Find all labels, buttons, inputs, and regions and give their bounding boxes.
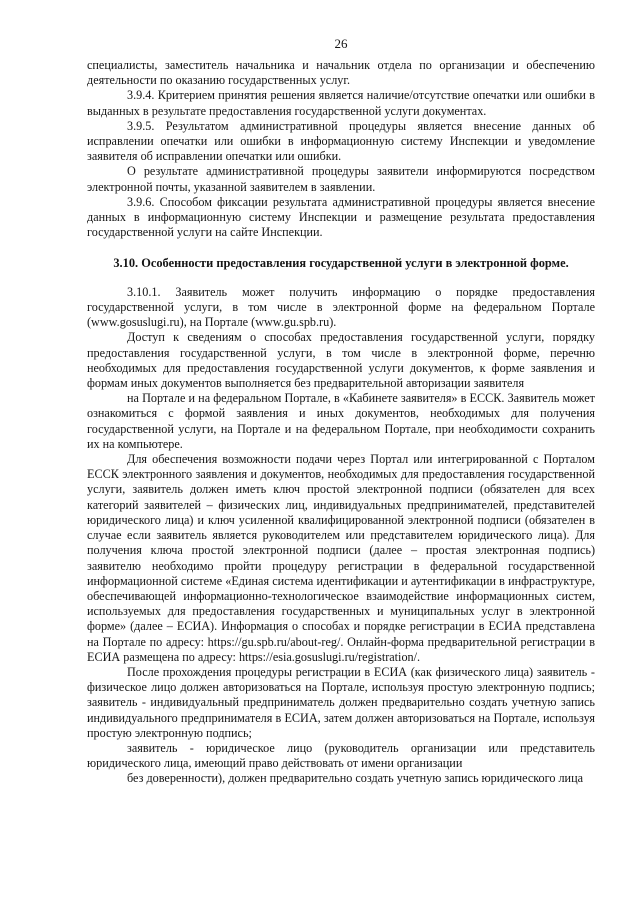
paragraph-electronic-signature: Для обеспечения возможности подачи через Портал или интегрированной с Порталом ЕССК электронного заявления и документов, необходимых для предоставления государственной услуги, заявитель должен иметь ключ простой электронной подписи (обязателен для всех категорий заявителей – физических лиц, индивидуальных предпринимателей, представителей юридического лица) и ключ усиленной квалифицированной электронной подписи (обязателен в случае если заявитель является руководителем или представителем юридического лица). Для получения ключа простой электронной подписи (далее – простая электронная подпись) заявителю необходимо пройти процедуру регистрации в федеральной государственной информационной системе «Единая система идентификации и аутентификации в инфраструктуре, обеспечивающей информационно-технологическое взаимодействие информационных систем, используемых для предоставления государственных и муниципальных услуг в электронной форме» (далее – ЕСИА). Информация о способах и порядке регистрации в ЕСИА представлена на Портале по адресу: https://gu.spb.ru/about-reg/. Онлайн-форма предварительной регистрации в ЕСИА размещена по адресу: https://esia.gosuslugi.ru/registration/. xyxy=(87,452,595,664)
section-heading-3-10: 3.10. Особенности предоставления государственной услуги в электронной форме. xyxy=(113,256,569,271)
page-number: 26 xyxy=(334,36,348,51)
paragraph-without-power-of-attorney: без доверенности), должен предварительно создать учетную запись юридического лица xyxy=(127,771,584,786)
paragraph-esia-registration: После прохождения процедуры регистрации в ЕСИА (как физического лица) заявитель - физическое лицо должен авторизоваться на Портале, используя простую электронную подпись; заявитель - индивидуальный предприниматель должен предварительно создать учетную запись индивидуального предпринимателя в ЕСИА, затем должен авторизоваться на Портале, используя простую электронную подпись; xyxy=(87,664,595,740)
document-page xyxy=(87,36,595,787)
paragraph-continuation: специалисты, заместитель начальника и начальник отдела по организации и обеспечению деятельности по оказанию государственных услуг. xyxy=(87,58,595,88)
paragraph-legal-entity: заявитель - юридическое лицо (руководитель организации или представитель юридического лица, имеющий право действовать от имени организации xyxy=(87,740,595,771)
paragraph-3-9-4: 3.9.4. Критерием принятия решения является наличие/отсутствие опечатки или ошибки в выданных в результате предоставления государственной услуги документах. xyxy=(87,88,595,118)
paragraph-result-notification: О результате административной процедуры заявители информируются посредством электронной почты, указанной заявителем в заявлении. xyxy=(87,164,595,194)
paragraph-3-9-6: 3.9.6. Способом фиксации результата административной процедуры является внесение данных в информационную систему Инспекции и размещение результата предоставления государственной услуги на сайте Инспекции. xyxy=(87,194,595,240)
paragraph-3-10-1: 3.10.1. Заявитель может получить информацию о порядке предоставления государственной услуги, в том числе в электронной форме на федеральном Портале (www.gosuslugi.ru), на Портале (www.gu.spb.ru). xyxy=(87,284,595,330)
paragraph-access-info: Доступ к сведениям о способах предоставления государственной услуги, порядку предоставления государственной услуги, в том числе в электронной форме, перечню необходимых для предоставления государственной услуги документов, к форме заявления и формам иных документов выполняется без предварительной авторизации заявителя xyxy=(87,330,595,391)
paragraph-portal-forms: на Портале и на федеральном Портале, в «Кабинете заявителя» в ЕССК. Заявитель может ознакомиться с формой заявления и иных документов, необходимых для получения государственной услуги, на Портале и на федеральном Портале, при необходимости сохранить их на компьютере. xyxy=(87,391,595,451)
paragraph-3-9-5: 3.9.5. Результатом административной процедуры является внесение данных об исправлении опечатки или ошибки в информационную систему Инспекции и уведомление заявителя об исправлении опечатки или ошибки. xyxy=(87,118,595,164)
